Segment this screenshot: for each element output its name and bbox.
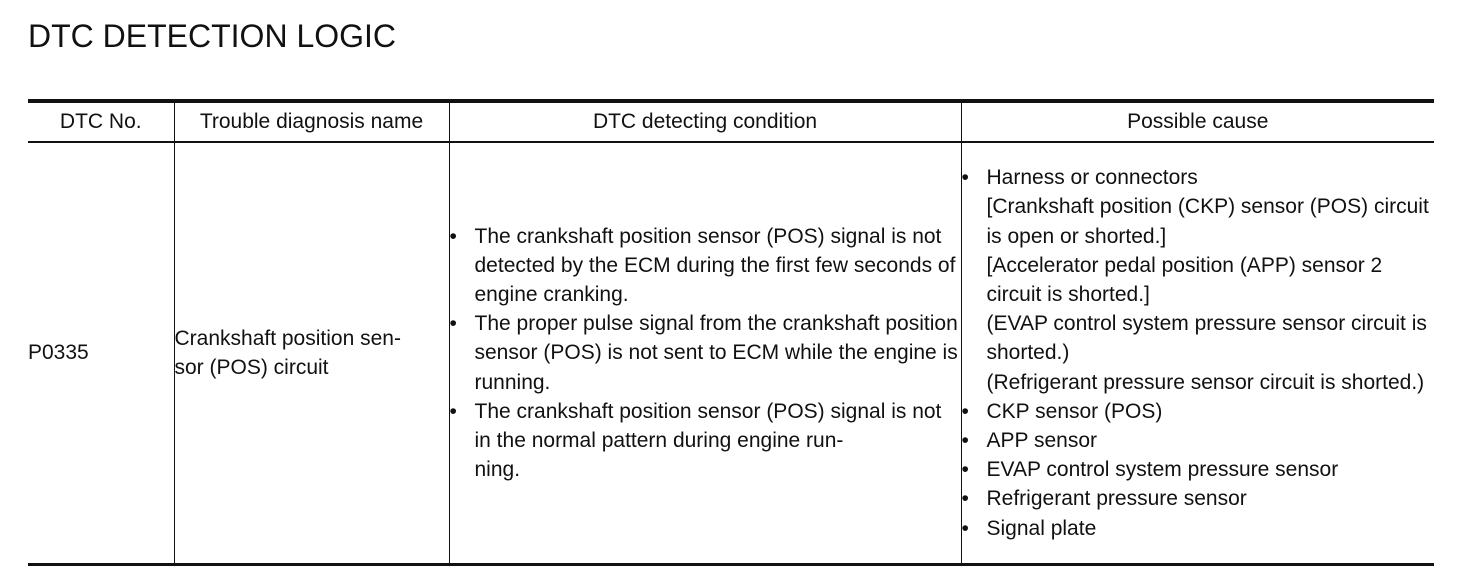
condition-item [450, 397, 961, 485]
bullet-icon: • [961, 487, 969, 511]
cause-item [962, 514, 1435, 543]
bullet-icon: • [961, 166, 969, 190]
header-possible-cause: Possible cause [961, 101, 1434, 142]
condition-item [450, 309, 961, 397]
table-header-row [28, 101, 1434, 142]
bullet-icon: • [449, 399, 457, 423]
cause-detail: (EVAP control system pressure sensor circuit is shorted.) [986, 312, 1427, 365]
condition-item [450, 222, 961, 310]
cause-item [962, 455, 1435, 484]
bullet-icon: • [961, 516, 969, 540]
cause-item [962, 163, 1435, 397]
cause-label: EVAP control system pressure sensor [986, 458, 1339, 482]
condition-text: The crankshaft position sensor (POS) signal is not in the normal pattern during engine run- ning. [474, 399, 942, 482]
dtc-number-cell: P0335 [28, 341, 89, 365]
condition-list [450, 222, 961, 485]
possible-cause-cell [961, 142, 1434, 565]
cause-detail: [Accelerator pedal position (APP) sensor 2 circuit is shorted.] [986, 253, 1383, 306]
condition-text: The crankshaft position sensor (POS) signal is not detected by the ECM during the first few seconds of engine cranking. [474, 224, 956, 306]
page-title: DTC DETECTION LOGIC [28, 18, 397, 54]
cause-detail: (Refrigerant pressure sensor circuit is shorted.) [986, 370, 1425, 394]
detecting-condition-cell [449, 142, 961, 565]
bullet-icon: • [961, 399, 969, 423]
bullet-icon: • [449, 312, 457, 336]
cause-label: Signal plate [986, 516, 1097, 540]
diagnosis-name-cell [174, 142, 449, 565]
bullet-icon: • [961, 429, 969, 452]
header-dtc-detecting-condition: DTC detecting condition [449, 101, 961, 142]
cause-list [962, 163, 1435, 543]
cause-item [962, 484, 1435, 513]
bullet-icon: • [449, 224, 457, 248]
table-row [28, 142, 1434, 565]
diagnosis-name-text: Crankshaft position sen- sor (POS) circuit [174, 326, 401, 379]
cause-item [962, 426, 1435, 455]
cause-detail: [Crankshaft position (CKP) sensor (POS) circuit is open or shorted.] [986, 195, 1429, 248]
cause-label: APP sensor [986, 429, 1098, 452]
cause-item [962, 397, 1435, 426]
header-trouble-diagnosis-name: Trouble diagnosis name [174, 101, 449, 142]
dtc-detection-logic-table [28, 99, 1434, 566]
bullet-icon: • [961, 458, 969, 482]
cause-label: Refrigerant pressure sensor [986, 487, 1247, 511]
condition-text: The proper pulse signal from the crankshaft position sensor (POS) is not sent to ECM while the engine is running. [474, 312, 958, 394]
header-dtc-no: DTC No. [59, 110, 142, 134]
cause-label: Harness or connectors [986, 166, 1198, 190]
cause-label: CKP sensor (POS) [986, 399, 1163, 423]
